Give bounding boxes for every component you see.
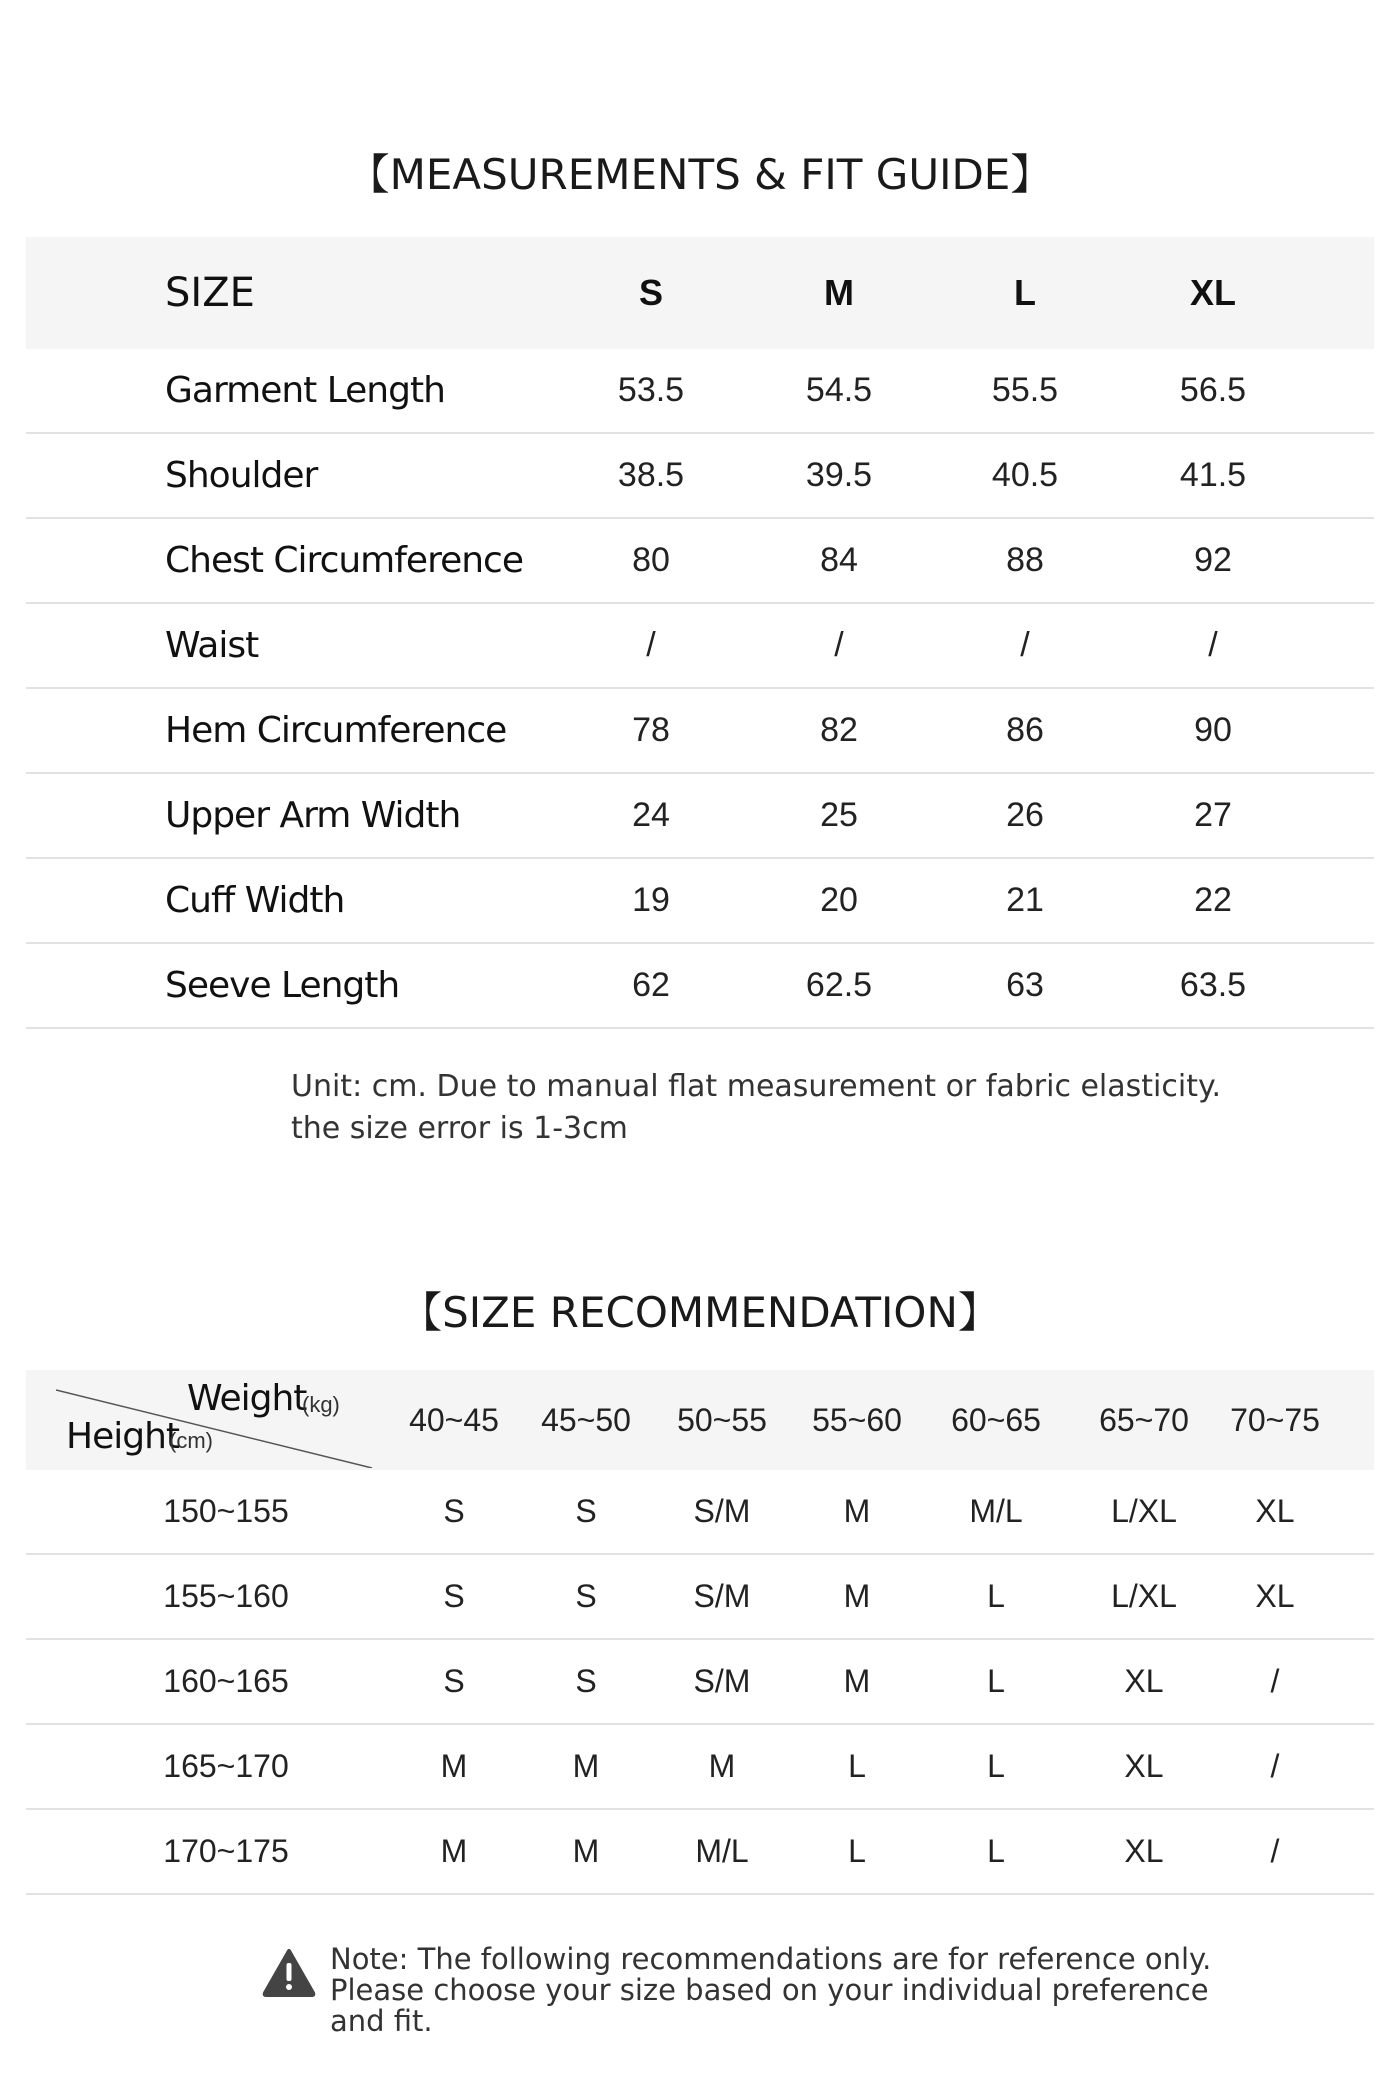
measurement-value: 62 xyxy=(632,966,670,1004)
recommendation-header-row xyxy=(26,1370,1374,1470)
recommendation-title: 【SIZE RECOMMENDATION】 xyxy=(400,1288,1000,1337)
recommended-size: L xyxy=(848,1833,866,1869)
recommended-size: M xyxy=(843,1493,871,1529)
measurement-value: 39.5 xyxy=(805,456,873,494)
measurement-value: 21 xyxy=(1006,881,1044,919)
measurement-value: 86 xyxy=(1006,711,1044,749)
weight-range-header: 70~75 xyxy=(1230,1401,1320,1438)
recommended-size: S xyxy=(575,1578,597,1614)
recommended-size: M xyxy=(572,1833,600,1869)
measurement-value: 54.5 xyxy=(805,371,873,409)
measurement-value: 82 xyxy=(820,711,858,749)
recommended-size: M/L xyxy=(969,1493,1023,1529)
note-line-1: Note: The following recommendations are for reference only. xyxy=(330,1942,1212,1976)
measurement-label: Waist xyxy=(165,625,259,666)
height-label: Height xyxy=(66,1416,180,1457)
recommended-size: XL xyxy=(1255,1578,1295,1614)
measurement-value: 92 xyxy=(1194,541,1232,579)
height-range-label: 170~175 xyxy=(163,1833,289,1869)
measurement-value: 25 xyxy=(820,796,858,834)
measurement-value: 62.5 xyxy=(805,966,873,1004)
recommended-size: / xyxy=(1270,1833,1280,1869)
measurements-table xyxy=(26,237,1374,1029)
measurement-value: / xyxy=(1020,626,1030,664)
measurement-value: 63.5 xyxy=(1179,966,1247,1004)
recommended-size: L xyxy=(987,1578,1005,1614)
measurement-label: Seeve Length xyxy=(165,965,400,1006)
height-range-label: 150~155 xyxy=(163,1493,289,1529)
measurements-header-row xyxy=(26,237,1374,349)
measurement-row xyxy=(26,519,1374,604)
recommendation-row xyxy=(26,1555,1374,1640)
weight-unit: (kg) xyxy=(302,1392,340,1417)
measurement-value: 24 xyxy=(632,796,670,834)
recommended-size: S/M xyxy=(693,1578,751,1614)
recommended-size: S xyxy=(443,1493,465,1529)
recommended-size: S/M xyxy=(693,1493,751,1529)
measurement-value: 27 xyxy=(1194,796,1232,834)
recommended-size: M xyxy=(843,1578,871,1614)
measurement-row xyxy=(26,349,1374,434)
recommended-size: L/XL xyxy=(1111,1578,1177,1614)
weight-range-header: 55~60 xyxy=(812,1401,902,1438)
measurement-value: 53.5 xyxy=(617,371,685,409)
height-unit: (cm) xyxy=(169,1428,213,1453)
weight-range-header: 65~70 xyxy=(1099,1401,1189,1438)
recommended-size: M xyxy=(440,1833,468,1869)
height-range-label: 165~170 xyxy=(163,1748,289,1784)
measurement-label: Garment Length xyxy=(165,370,445,411)
unit-note-line-1: Unit: cm. Due to manual flat measurement or fabric elasticity. xyxy=(291,1069,1221,1104)
recommended-size: S xyxy=(575,1663,597,1699)
measurement-value: 38.5 xyxy=(617,456,685,494)
weight-label: Weight xyxy=(187,1378,307,1419)
measurement-row xyxy=(26,434,1374,519)
measurement-label: Chest Circumference xyxy=(165,540,523,581)
recommendation-row xyxy=(26,1640,1374,1725)
measurement-value: 80 xyxy=(632,541,670,579)
recommended-size: M xyxy=(708,1748,736,1784)
weight-range-header: 45~50 xyxy=(541,1401,631,1438)
measurement-value: 41.5 xyxy=(1179,456,1247,494)
weight-range-header: 50~55 xyxy=(677,1401,767,1438)
measurement-value: 88 xyxy=(1006,541,1044,579)
weight-range-header: 60~65 xyxy=(951,1401,1041,1438)
size-header-xl: XL xyxy=(1189,272,1236,313)
recommended-size: S xyxy=(575,1493,597,1529)
size-header-label: SIZE xyxy=(165,270,255,316)
measurement-value: 22 xyxy=(1194,881,1232,919)
recommended-size: M xyxy=(572,1748,600,1784)
size-header-s: S xyxy=(638,272,663,313)
measurement-label: Cuff Width xyxy=(165,880,345,921)
height-range-label: 155~160 xyxy=(163,1578,289,1614)
recommended-size: XL xyxy=(1255,1493,1295,1529)
recommended-size: M/L xyxy=(695,1833,749,1869)
measurement-label: Upper Arm Width xyxy=(165,795,461,836)
unit-note xyxy=(291,1066,1221,1150)
measurement-value: 40.5 xyxy=(991,456,1059,494)
recommended-size: L xyxy=(848,1748,866,1784)
height-range-label: 160~165 xyxy=(163,1663,289,1699)
measurement-value: 55.5 xyxy=(991,371,1059,409)
recommended-size: S xyxy=(443,1578,465,1614)
measurement-row xyxy=(26,689,1374,774)
warning-icon xyxy=(262,1948,316,1998)
recommended-size: S xyxy=(443,1663,465,1699)
recommendation-row xyxy=(26,1810,1374,1895)
measurement-value: 78 xyxy=(632,711,670,749)
recommended-size: L xyxy=(987,1833,1005,1869)
recommended-size: XL xyxy=(1124,1663,1164,1699)
measurement-value: 90 xyxy=(1194,711,1232,749)
recommended-size: XL xyxy=(1124,1833,1164,1869)
measurement-label: Hem Circumference xyxy=(165,710,507,751)
measurement-value: 19 xyxy=(632,881,670,919)
weight-range-header: 40~45 xyxy=(409,1401,499,1438)
recommended-size: L xyxy=(987,1663,1005,1699)
size-header-l: L xyxy=(1014,272,1036,313)
measurement-row xyxy=(26,774,1374,859)
measurement-value: 20 xyxy=(820,881,858,919)
recommended-size: / xyxy=(1270,1748,1280,1784)
measurement-label: Shoulder xyxy=(165,455,318,496)
measurement-value: 63 xyxy=(1006,966,1044,1004)
size-header-m: M xyxy=(824,272,854,313)
measurement-value: 56.5 xyxy=(1179,371,1247,409)
measurement-value: 26 xyxy=(1006,796,1044,834)
measurements-title: 【MEASUREMENTS & FIT GUIDE】 xyxy=(347,150,1053,199)
unit-note-line-2: the size error is 1-3cm xyxy=(291,1111,628,1146)
recommendation-table xyxy=(26,1370,1374,1895)
measurement-row xyxy=(26,944,1374,1029)
recommended-size: L/XL xyxy=(1111,1493,1177,1529)
recommended-size: L xyxy=(987,1748,1005,1784)
measurement-value: / xyxy=(1208,626,1218,664)
recommendation-row xyxy=(26,1725,1374,1810)
recommendation-row xyxy=(26,1470,1374,1555)
recommended-size: / xyxy=(1270,1663,1280,1699)
measurement-value: / xyxy=(646,626,656,664)
recommended-size: M xyxy=(440,1748,468,1784)
recommended-size: S/M xyxy=(693,1663,751,1699)
measurement-row xyxy=(26,859,1374,944)
recommended-size: M xyxy=(843,1663,871,1699)
recommended-size: XL xyxy=(1124,1748,1164,1784)
measurement-value: / xyxy=(834,626,844,664)
measurement-row xyxy=(26,604,1374,689)
measurement-value: 84 xyxy=(820,541,858,579)
note-line-2: Please choose your size based on your individual preference and fit. xyxy=(330,1973,1209,2038)
